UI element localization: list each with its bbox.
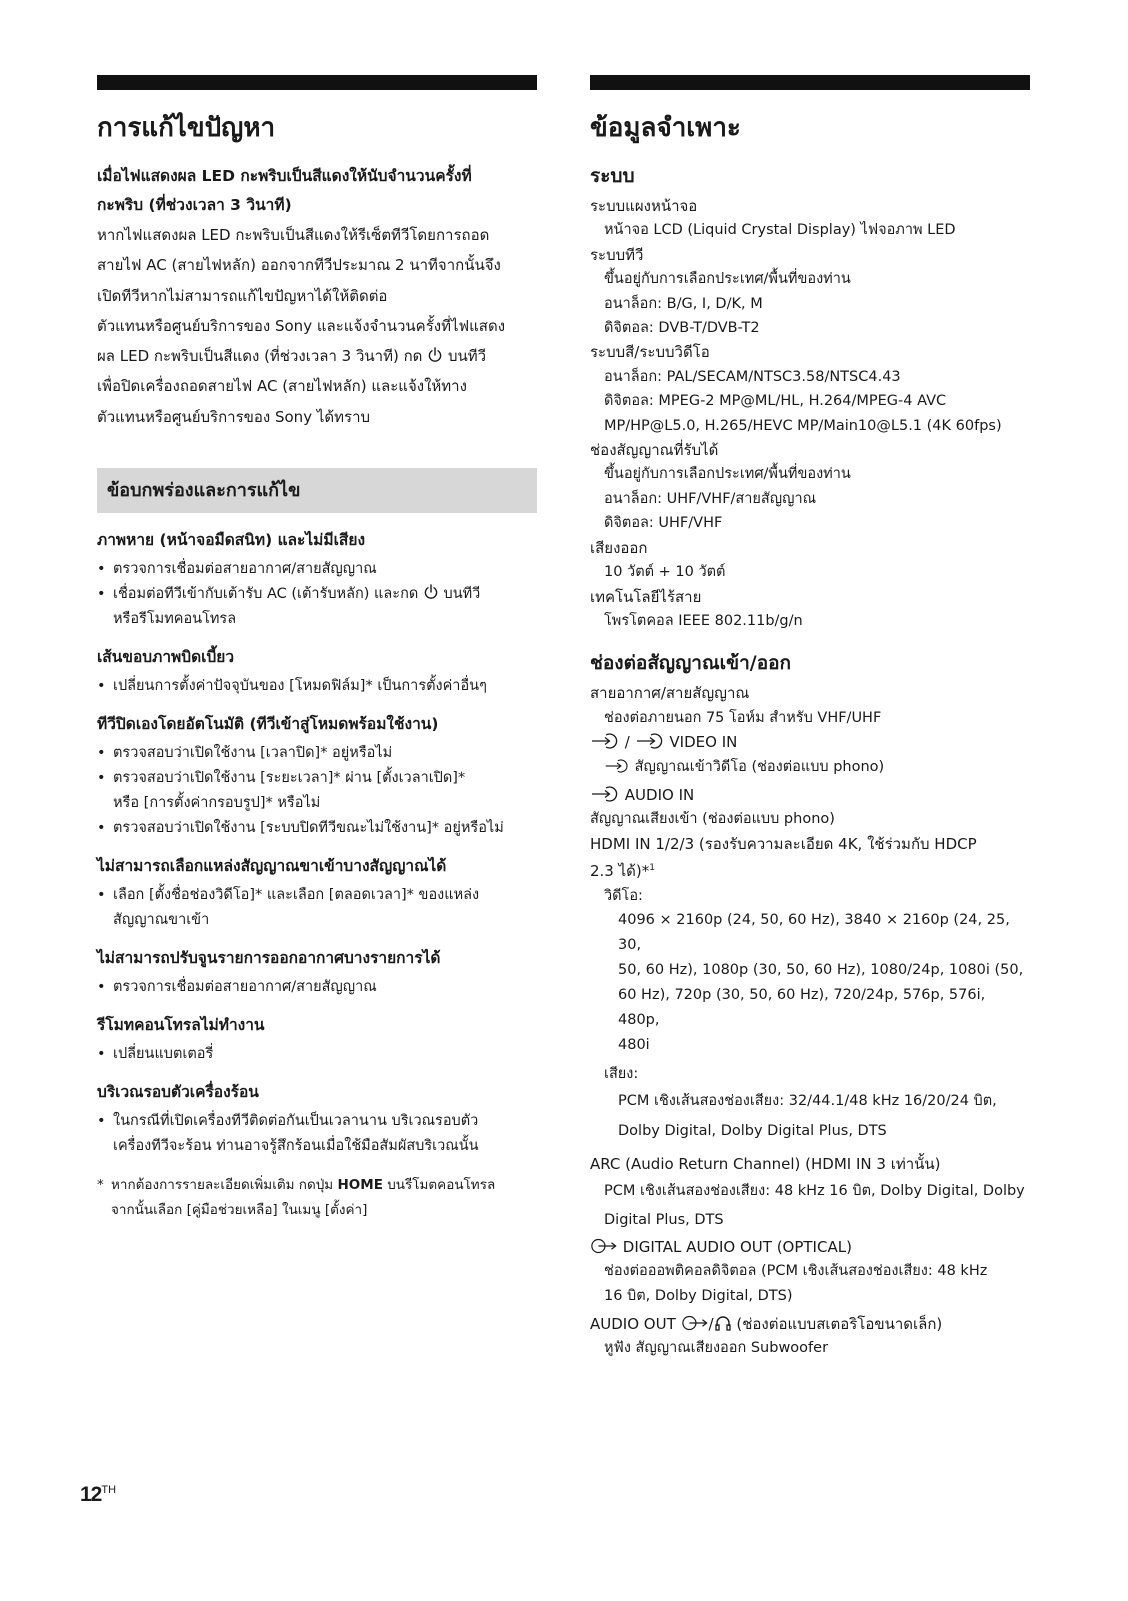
spec-term: ระบบทีวี <box>590 245 644 264</box>
problem-remote <box>97 1012 537 1067</box>
output-icon <box>590 1237 618 1255</box>
problem-no-picture <box>97 527 537 632</box>
problem-input-select <box>97 853 537 933</box>
solution-text: หรือ [การตั้งค่ากรอบรูป]* หรือไม่ <box>113 795 321 812</box>
spec-value <box>590 755 1030 779</box>
spec-value: PCM เชิงเส้นสองช่องเสียง: 48 kHz 16 บิต, Dolby Digital, Dolby <box>604 1182 1025 1199</box>
spec-value: 16 บิต, Dolby Digital, DTS) <box>604 1287 793 1304</box>
problem-title: ทีวีปิดเองโดยอัตโนมัติ (ทีวีเข้าสู่โหมดพร้อมใช้งาน) <box>97 715 439 734</box>
spec-value: 60 Hz), 720p (30, 50, 60 Hz), 720/24p, 576p, 576i, 480p, <box>618 986 986 1028</box>
intro-line: เพื่อปิดเครื่องถอดสายไฟ AC (สายไฟหลัก) และแจ้งให้ทาง <box>97 377 467 396</box>
solution-item <box>97 1109 537 1159</box>
system-specs <box>590 194 1030 633</box>
problem-title: เส้นขอบภาพบิดเบี้ยว <box>97 648 235 667</box>
spec-value: ขึ้นอยู่กับการเลือกประเทศ/พื้นที่ของท่าน <box>604 271 851 288</box>
input-icon <box>635 732 665 750</box>
footnote-text: บนรีโมตคอนโทรล <box>387 1177 496 1194</box>
spec-term: ระบบแผงหน้าจอ <box>590 197 698 215</box>
intro-line: สายไฟ AC (สายไฟหลัก) ออกจากทีวีประมาณ 2 นาทีจากนั้นจึง <box>97 256 501 275</box>
section-rule <box>590 75 1030 90</box>
intro-line: หากไฟแสดงผล LED กะพริบเป็นสีแดงให้รีเซ็ตทีวีโดยการถอด <box>97 226 490 244</box>
troubleshooting-title: การแก้ไขปัญหา <box>97 113 276 143</box>
audio-in-label: AUDIO IN <box>624 785 695 804</box>
solution-text: ตรวจสอบว่าเปิดใช้งาน [ระยะเวลา]* ผ่าน [ตั้งเวลาเปิด]* <box>113 770 466 787</box>
spec-value: 50, 60 Hz), 1080p (30, 50, 60 Hz), 1080/24p, 1080i (50, <box>618 961 1024 978</box>
solution-item: • ตรวจสอบว่าเปิดใช้งาน [ระบบปิดทีวีขณะไม่ใช้งาน]* อยู่หรือไม่ <box>97 816 537 841</box>
solution-item: • เปลี่ยนการตั้งค่าปัจจุบันของ [โหมดฟิล์ม]* เป็นการตั้งค่าอื่นๆ <box>97 674 537 699</box>
spec-term: ARC (Audio Return Channel) (HDMI IN 3 เท่านั้น) <box>590 1155 941 1174</box>
spec-term: เทคโนโลยีไร้สาย <box>590 587 702 606</box>
optical-term <box>590 1235 1030 1259</box>
spec-value: อนาล็อก: UHF/VHF/สายสัญญาณ <box>604 490 817 507</box>
intro-line-text: บนทีวี <box>447 347 487 366</box>
intro-line: ตัวแทนหรือศูนย์บริการของ Sony ได้ทราบ <box>97 407 371 426</box>
audio-out-desc: (ช่องต่อแบบสเตอริโอขนาดเล็ก) <box>736 1315 943 1333</box>
spec-subterm: วิดีโอ: <box>604 887 643 904</box>
solution-item <box>97 766 537 816</box>
solution-text: ในกรณีที่เปิดเครื่องทีวีติดต่อกันเป็นเวลานาน บริเวณรอบตัว <box>113 1113 479 1130</box>
spec-value: หน้าจอ LCD (Liquid Crystal Display) ไฟจอภาพ LED <box>604 222 956 239</box>
spec-subterm: เสียง: <box>604 1065 639 1082</box>
video-in-term <box>590 730 1030 754</box>
power-icon <box>423 584 439 600</box>
optical-label: DIGITAL AUDIO OUT (OPTICAL) <box>622 1237 852 1256</box>
spec-value: Digital Plus, DTS <box>604 1211 724 1228</box>
video-in-label: VIDEO IN <box>669 733 738 752</box>
intro-line-text: ผล LED กะพริบเป็นสีแดง (ที่ช่วงเวลา 3 วินาที) กด <box>97 347 423 366</box>
spec-value: 10 วัตต์ + 10 วัตต์ <box>604 564 726 581</box>
problem-distorted-edges <box>97 644 537 699</box>
video-in-value: สัญญาณเข้าวิดีโอ (ช่องต่อแบบ phono) <box>634 758 885 775</box>
problem-title: ไม่สามารถเลือกแหล่งสัญญาณขาเข้าบางสัญญาณได้ <box>97 857 447 876</box>
spec-term: เสียงออก <box>590 538 648 557</box>
problem-auto-off <box>97 711 537 841</box>
home-button-label: HOME <box>337 1177 383 1194</box>
spec-term: ช่องสัญญาณที่รับได้ <box>590 441 719 460</box>
spec-value: PCM เชิงเส้นสองช่องเสียง: 32/44.1/48 kHz 16/20/24 บิต, <box>618 1093 997 1110</box>
spec-value: 4096 × 2160p (24, 50, 60 Hz), 3840 × 2160p (24, 25, 30, <box>618 911 1010 953</box>
spec-value: สัญญาณเสียงเข้า (ช่องต่อแบบ phono) <box>590 811 835 828</box>
solution-text: หรือรีโมทคอนโทรล <box>113 611 237 628</box>
solution-item <box>97 883 537 933</box>
problems-solutions-heading: ข้อบกพร่องและการแก้ไข <box>97 468 537 513</box>
input-icon <box>604 758 630 774</box>
solution-item: • ตรวจการเชื่อมต่อสายอากาศ/สายสัญญาณ <box>97 975 537 1000</box>
intro-line: ตัวแทนหรือศูนย์บริการของ Sony และแจ้งจำนวนครั้งที่ไฟแสดง <box>97 316 506 335</box>
troubleshooting-column <box>97 75 537 1223</box>
page-number <box>80 1483 116 1507</box>
intro-line <box>97 341 537 371</box>
system-heading: ระบบ <box>590 165 635 187</box>
spec-value: ดิจิตอล: UHF/VHF <box>604 515 723 532</box>
problem-tuning <box>97 945 537 1000</box>
page-number-value: 12 <box>80 1483 102 1506</box>
footnote <box>97 1173 537 1223</box>
footnote-asterisk: * <box>97 1177 104 1194</box>
io-specs <box>590 681 1030 1361</box>
spec-term: ระบบสี/ระบบวิดีโอ <box>590 343 710 362</box>
led-heading-line1: เมื่อไฟแสดงผล LED กะพริบเป็นสีแดงให้นับจำนวนครั้งที่ <box>97 167 472 185</box>
solution-text: เลือก [ตั้งชื่อช่องวิดีโอ]* และเลือก [ตลอดเวลา]* ของแหล่ง <box>113 887 480 904</box>
specifications-title: ข้อมูลจำเพาะ <box>590 113 741 143</box>
headphone-icon <box>714 1314 732 1332</box>
solution-text: เชื่อมต่อทีวีเข้ากับเต้ารับ AC (เต้ารับหลัก) และกด <box>113 586 419 603</box>
spec-value: ขึ้นอยู่กับการเลือกประเทศ/พื้นที่ของท่าน <box>604 466 851 483</box>
separator: / <box>624 733 630 752</box>
problem-title: ไม่สามารถปรับจูนรายการออกอากาศบางรายการได้ <box>97 949 441 968</box>
input-icon <box>590 732 620 750</box>
audio-out-term: AUDIO OUT / (ช่องต่อแบบสเตอริโอขนาดเล็ก) <box>590 1315 943 1333</box>
problem-title: รีโมทคอนโทรลไม่ทำงาน <box>97 1016 265 1035</box>
spec-value: หูฟัง สัญญาณเสียงออก Subwoofer <box>604 1340 829 1357</box>
spec-value: 480i <box>618 1036 650 1053</box>
power-icon <box>427 347 443 363</box>
problem-heat <box>97 1079 537 1159</box>
spec-value: ดิจิตอล: DVB-T/DVB-T2 <box>604 320 760 337</box>
audio-in-term <box>590 783 1030 807</box>
spec-value: โพรโตคอล IEEE 802.11b/g/n <box>604 612 803 629</box>
spec-value: MP/HP@L5.0, H.265/HEVC MP/Main10@L5.1 (4K 60fps) <box>604 417 1002 434</box>
page-language-code: TH <box>101 1484 117 1496</box>
spec-value: ช่องต่อออพติคอลดิจิตอล (PCM เชิงเส้นสองช่องเสียง: 48 kHz <box>604 1263 988 1280</box>
footnote-text: จากนั้นเลือก [คู่มือช่วยเหลือ] ในเมนู [ตั้งค่า] <box>111 1202 368 1219</box>
footnote-ref: 1 <box>649 863 655 874</box>
input-icon <box>590 785 620 803</box>
problem-title: ภาพหาย (หน้าจอมืดสนิท) และไม่มีเสียง <box>97 531 366 550</box>
io-heading: ช่องต่อสัญญาณเข้า/ออก <box>590 652 792 675</box>
audio-out-label: AUDIO OUT <box>590 1315 676 1333</box>
spec-term <box>590 856 1030 883</box>
spec-value: Dolby Digital, Dolby Digital Plus, DTS <box>618 1123 887 1140</box>
solution-text: บนทีวี <box>443 586 481 603</box>
led-heading-line2: กะพริบ (ที่ช่วงเวลา 3 วินาที) <box>97 196 292 214</box>
solution-item: • เปลี่ยนแบตเตอรี่ <box>97 1042 537 1067</box>
output-icon <box>681 1314 709 1332</box>
solution-text: เครื่องทีวีจะร้อน ท่านอาจรู้สึกร้อนเมื่อใช้มือสัมผัสบริเวณนั้น <box>113 1138 479 1155</box>
section-rule <box>97 75 537 90</box>
spec-value: อนาล็อก: B/G, I, D/K, M <box>604 295 763 312</box>
solution-item: • ตรวจสอบว่าเปิดใช้งาน [เวลาปิด]* อยู่หรือไม่ <box>97 741 537 766</box>
footnote-text: หากต้องการรายละเอียดเพิ่มเติม กดปุ่ม <box>111 1177 334 1194</box>
solution-item <box>97 582 537 632</box>
spec-value: ดิจิตอล: MPEG-2 MP@ML/HL, H.264/MPEG-4 AVC <box>604 393 947 410</box>
spec-value: ช่องต่อภายนอก 75 โอห์ม สำหรับ VHF/UHF <box>604 709 882 726</box>
solution-text: สัญญาณขาเข้า <box>113 912 210 929</box>
hdmi-line: 2.3 ได้)* <box>590 862 650 881</box>
solution-item: • ตรวจการเชื่อมต่อสายอากาศ/สายสัญญาณ <box>97 557 537 582</box>
spec-value: อนาล็อก: PAL/SECAM/NTSC3.58/NTSC4.43 <box>604 368 901 385</box>
problem-title: บริเวณรอบตัวเครื่องร้อน <box>97 1083 259 1102</box>
spec-term: HDMI IN 1/2/3 (รองรับความละเอียด 4K, ใช้ร่วมกับ HDCP <box>590 834 977 853</box>
specifications-column <box>590 75 1030 1361</box>
intro-line: เปิดทีวีหากไม่สามารถแก้ไขปัญหาได้ให้ติดต่อ <box>97 286 388 305</box>
spec-term: สายอากาศ/สายสัญญาณ <box>590 684 750 703</box>
